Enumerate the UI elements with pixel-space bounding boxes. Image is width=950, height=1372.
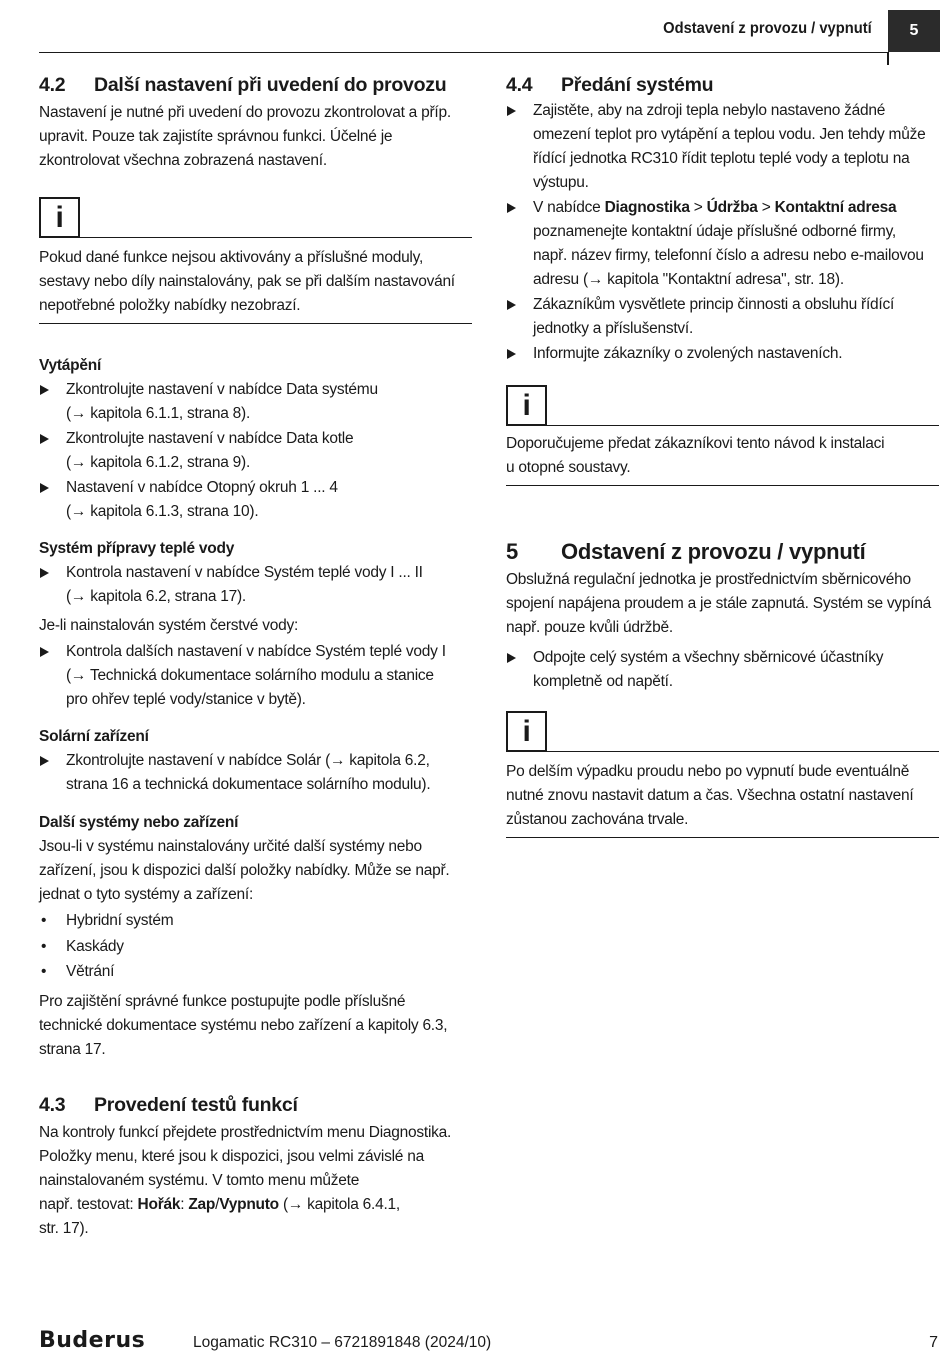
note-text: Po delším výpadku proudu nebo po vypnutí bude eventuálně nutné znovu nastavit datum a čas. Všechna ostatní nastavení zůstanou zachována trvale. <box>506 760 939 838</box>
arrow-bullet-icon <box>507 653 516 663</box>
info-note <box>506 385 939 486</box>
chapter-tab: 5 <box>888 10 940 52</box>
list-item: Odpojte celý systém a všechny sběrnicové účastníky kompletně od napětí. <box>506 646 939 694</box>
info-note <box>39 197 472 324</box>
shutdown-list <box>506 646 939 694</box>
list-item: Nastavení v nabídce Otopný okruh 1 ... 4 (→ kapitola 6.1.3, strana 10). <box>39 476 472 524</box>
note-text: Pokud dané funkce nejsou aktivovány a příslušné moduly, sestavy nebo díly nainstalovány, pak se při dalším nastavování nepotřebné položky nabídky nezobrazí. <box>39 246 472 324</box>
list-item: Zajistěte, aby na zdroji tepla nebylo nastaveno žádné omezení teplot pro vytápění a teplou vodu. Jen tehdy může řídící jednotka RC310 řídit teplotu teplé vody a teplotu na výstupu. <box>506 99 939 195</box>
list-item: Zkontrolujte nastavení v nabídce Data kotle (→ kapitola 6.1.2, strana 9). <box>39 427 472 475</box>
header-rule <box>39 52 888 53</box>
section-number: 4.2 <box>39 74 66 96</box>
list-item: • Kaskády <box>39 935 472 959</box>
section-5-text: Obslužná regulační jednotka je prostřednictvím sběrnicového spojení napájena proudem a je stále zapnutá. Systém se vypíná např. pouze kvůli údržbě. <box>506 571 932 636</box>
arrow-bullet-icon <box>507 203 516 213</box>
section-4-3-text: Na kontroly funkcí přejdete prostřednictvím menu Diagnostika. Položky menu, které jsou k dispozici, jsou velmi závislé na nainstalovaném systému. V tomto menu můžete např. testovat: Hořák: Zap/Vypnuto (→ kapitola 6.4.1, str. 17). <box>39 1124 452 1237</box>
note-text: Doporučujeme předat zákazníkovi tento návod k instalaci u otopné soustavy. <box>506 432 939 486</box>
arrow-bullet-icon <box>40 756 49 766</box>
list-item: • Větrání <box>39 960 472 984</box>
other-systems-outro: Pro zajištění správné funkce postupujte podle příslušné technické dokumentace systému nebo zařízení a kapitoly 6.3, strana 17. <box>39 993 448 1058</box>
list-item: V nabídce Diagnostika > Údržba > Kontaktní adresa poznamenejte kontaktní údaje příslušné odborné firmy, např. název firmy, telefonní číslo a adresu nebo e-mailovou adresu (→ kapitola "Kontaktní adresa", str. 18). <box>506 196 939 292</box>
handover-list <box>506 99 939 366</box>
right-column <box>506 72 939 838</box>
subheading-solar: Solární zařízení <box>39 728 149 745</box>
section-title: Další nastavení při uvedení do provozu <box>94 74 447 96</box>
arrow-bullet-icon <box>507 349 516 359</box>
arrow-bullet-icon <box>40 568 49 578</box>
left-column <box>39 72 472 1241</box>
subheading-other-systems: Další systémy nebo zařízení <box>39 814 239 831</box>
footer-document-id: Logamatic RC310 – 6721891848 (2024/10) <box>193 1334 492 1351</box>
buderus-logo: Buderus <box>39 1328 146 1353</box>
list-item: Zkontrolujte nastavení v nabídce Data systému (→ kapitola 6.1.1, strana 8). <box>39 378 472 426</box>
note-rule <box>547 425 939 427</box>
running-header-title: Odstavení z provozu / vypnutí <box>663 20 872 37</box>
note-rule <box>80 237 472 239</box>
list-item: • Hybridní systém <box>39 909 472 933</box>
list-item: Informujte zákazníky o zvolených nastaveních. <box>506 342 939 366</box>
section-title: Odstavení z provozu / vypnutí <box>561 539 866 564</box>
list-item: Zákazníkům vysvětlete princip činnosti a obsluhu řídící jednotky a příslušenství. <box>506 293 939 341</box>
list-item: Kontrola nastavení v nabídce Systém teplé vody I ... II (→ kapitola 6.2, strana 17). <box>39 561 472 609</box>
info-icon: i <box>506 385 547 426</box>
subheading-heating: Vytápění <box>39 357 102 374</box>
other-systems-list <box>39 909 472 984</box>
arrow-bullet-icon <box>40 385 49 395</box>
section-number: 4.4 <box>506 74 533 96</box>
info-icon: i <box>39 197 80 238</box>
bullet-dot: • <box>41 963 47 980</box>
info-icon: i <box>506 711 547 752</box>
section-4-2-intro: Nastavení je nutné při uvedení do provozu zkontrolovat a příp. upravit. Pouze tak zajistíte správnou funkci. Účelné je zkontrolovat všechna zobrazená nastavení. <box>39 104 451 169</box>
note-rule <box>547 751 939 753</box>
header-tick <box>887 52 889 65</box>
section-4-4-heading <box>506 72 939 98</box>
section-4-3-heading <box>39 1092 472 1118</box>
page-number: 7 <box>929 1334 938 1351</box>
arrow-bullet-icon <box>507 106 516 116</box>
bullet-dot: • <box>41 912 47 929</box>
heating-list <box>39 378 472 524</box>
section-number: 4.3 <box>39 1094 66 1116</box>
section-5-heading <box>506 538 939 566</box>
arrow-bullet-icon <box>40 647 49 657</box>
section-title: Předání systému <box>561 74 714 96</box>
section-title: Provedení testů funkcí <box>94 1094 298 1116</box>
dhw-text: Je-li nainstalován systém čerstvé vody: <box>39 617 299 634</box>
arrow-bullet-icon <box>40 483 49 493</box>
subheading-dhw: Systém přípravy teplé vody <box>39 540 235 557</box>
solar-list <box>39 749 472 797</box>
arrow-bullet-icon <box>507 300 516 310</box>
info-note <box>506 711 939 838</box>
dhw-list-2 <box>39 640 472 712</box>
other-systems-intro: Jsou-li v systému nainstalovány určité další systémy nebo zařízení, jsou k dispozici další položky nabídky. Může se např. jednat o tyto systémy a zařízení: <box>39 838 450 903</box>
bullet-dot: • <box>41 937 47 955</box>
section-number: 5 <box>506 539 518 564</box>
arrow-bullet-icon <box>40 434 49 444</box>
list-item: Kontrola dalších nastavení v nabídce Systém teplé vody I (→ Technická dokumentace solárního modulu a stanice pro ohřev teplé vody/stanice v bytě). <box>39 640 472 712</box>
section-4-2-heading <box>39 72 472 98</box>
list-item: Zkontrolujte nastavení v nabídce Solár (→ kapitola 6.2, strana 16 a technická dokumentace solárního modulu). <box>39 749 472 797</box>
dhw-list <box>39 561 472 609</box>
